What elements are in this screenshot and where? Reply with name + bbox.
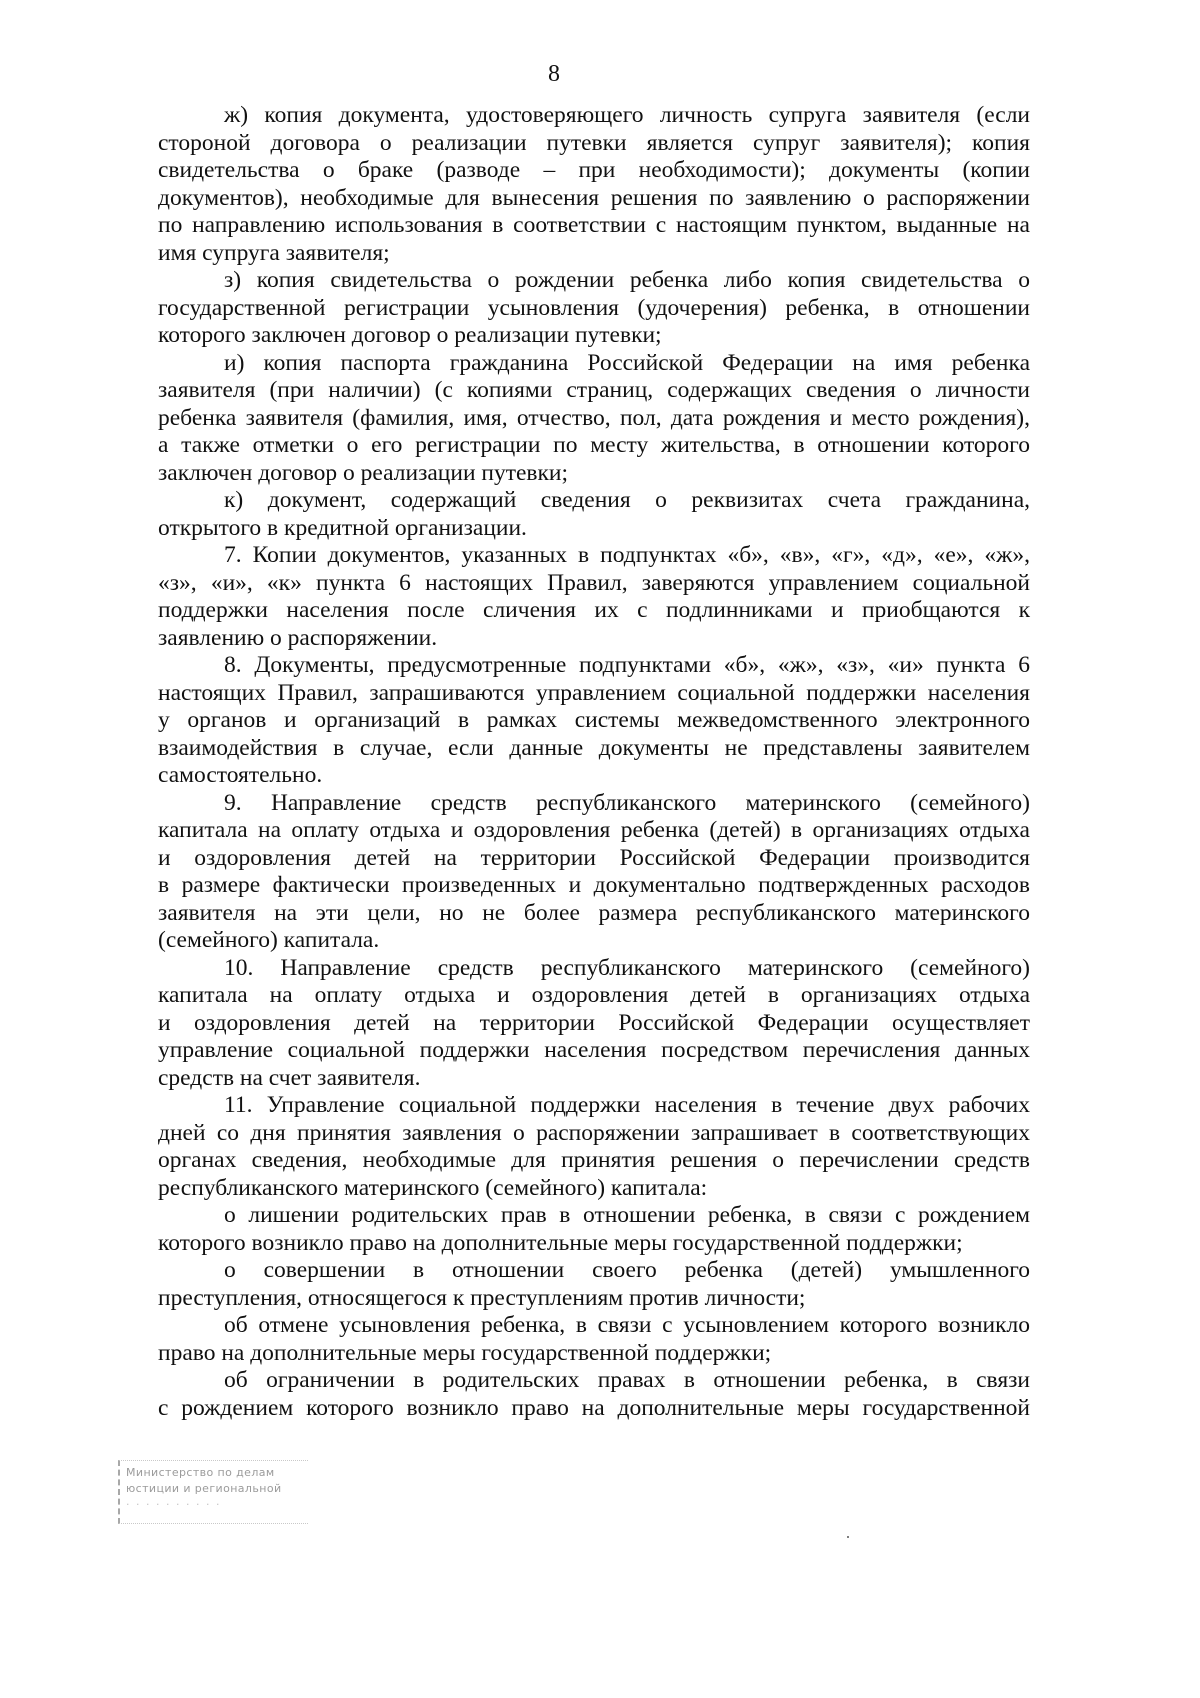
- text-line: поддержки населения после сличения их с подлинниками и приобщаются к: [158, 597, 1030, 623]
- text-line: органах сведения, необходимые для принятия решения о перечислении средств: [158, 1147, 1030, 1173]
- text-line: об ограничении в родительских правах в отношении ребенка, в связи: [224, 1367, 1030, 1393]
- text-line: 10. Направление средств республиканского материнского (семейного): [224, 954, 1030, 981]
- text-line: об отмене усыновления ребенка, в связи с усыновлением которого возникло: [224, 1312, 1030, 1338]
- text-line: «з», «и», «к» пункта 6 настоящих Правил, заверяются управлением социальной: [158, 569, 1030, 596]
- text-line: с рождением которого возникло право на дополнительные меры государственной: [158, 1394, 1030, 1421]
- text-line: которого заключен договор о реализации путевки;: [158, 322, 662, 348]
- text-line: 7. Копии документов, указанных в подпунктах «б», «в», «г», «д», «е», «ж»,: [224, 542, 1030, 568]
- text-line: имя супруга заявителя;: [158, 239, 390, 266]
- text-line: у органов и организаций в рамках системы межведомственного электронного: [158, 707, 1030, 733]
- text-line: заявителя на эти цели, но не более размера республиканского материнского: [158, 899, 1030, 926]
- text-line: по направлению использования в соответствии с настоящим пунктом, выданные на: [158, 212, 1030, 238]
- text-line: капитала на оплату отдыха и оздоровления детей в организациях отдыха: [158, 982, 1030, 1008]
- text-line: республиканского материнского (семейного) капитала:: [158, 1174, 708, 1201]
- text-line: заявлению о распоряжении.: [158, 624, 438, 651]
- stamp-line: юстиции и региональной: [126, 1482, 282, 1495]
- text-line: 9. Направление средств республиканского материнского (семейного): [224, 789, 1030, 816]
- text-line: в размере фактически произведенных и документально подтвержденных расходов: [158, 872, 1030, 898]
- text-line: свидетельства о браке (разводе – при необходимости); документы (копии: [158, 157, 1030, 183]
- text-line: настоящих Правил, запрашиваются управлением социальной поддержки населения: [158, 679, 1030, 706]
- text-line: 11. Управление социальной поддержки населения в течение двух рабочих: [224, 1092, 1030, 1118]
- text-line: заключен договор о реализации путевки;: [158, 459, 569, 486]
- text-line: а также отметки о его регистрации по месту жительства, в отношении которого: [158, 432, 1030, 458]
- text-line: государственной регистрации усыновления (удочерения) ребенка, в отношении: [158, 294, 1030, 321]
- text-line: о совершении в отношении своего ребенка (детей) умышленного: [224, 1257, 1030, 1283]
- text-line: стороной договора о реализации путевки является супруг заявителя); копия: [158, 129, 1030, 156]
- text-line: документов), необходимые для вынесения решения по заявлению о распоряжении: [158, 184, 1030, 211]
- text-line: 8. Документы, предусмотренные подпунктами «б», «ж», «з», «и» пункта 6: [224, 652, 1030, 678]
- text-line: средств на счет заявителя.: [158, 1064, 421, 1091]
- text-line: самостоятельно.: [158, 762, 323, 788]
- text-line: ребенка заявителя (фамилия, имя, отчество, пол, дата рождения и место рождения),: [158, 404, 1030, 431]
- text-line: з) копия свидетельства о рождении ребенка либо копия свидетельства о: [224, 267, 1030, 293]
- text-line: управление социальной поддержки населения посредством перечисления данных: [158, 1037, 1030, 1063]
- stamp-illegible-line: · · · · · · · · · ·: [126, 1498, 221, 1511]
- text-line: ж) копия документа, удостоверяющего личность супруга заявителя (если: [224, 102, 1030, 128]
- text-line: преступления, относящегося к преступлениям против личности;: [158, 1284, 806, 1311]
- text-line: и оздоровления детей на территории Российской Федерации осуществляет: [158, 1009, 1030, 1036]
- text-line: о лишении родительских прав в отношении ребенка, в связи с рождением: [224, 1202, 1030, 1228]
- text-line: заявителя (при наличии) (с копиями страниц, содержащих сведения о личности: [158, 377, 1030, 403]
- text-line: взаимодействия в случае, если данные документы не представлены заявителем: [158, 734, 1030, 761]
- text-line: и оздоровления детей на территории Российской Федерации производится: [158, 844, 1030, 871]
- registration-stamp: [118, 1460, 308, 1524]
- text-line: которого возникло право на дополнительные меры государственной поддержки;: [158, 1229, 963, 1256]
- scan-speck: [847, 1536, 849, 1538]
- text-line: дней со дня принятия заявления о распоряжении запрашивает в соответствующих: [158, 1119, 1030, 1146]
- body-text: [158, 102, 1030, 1422]
- text-line: (семейного) капитала.: [158, 927, 380, 953]
- text-line: капитала на оплату отдыха и оздоровления ребенка (детей) в организациях отдыха: [158, 817, 1030, 843]
- stamp-line: Министерство по делам: [126, 1466, 275, 1479]
- page-number: 8: [548, 61, 560, 87]
- text-line: и) копия паспорта гражданина Российской Федерации на имя ребенка: [224, 349, 1030, 376]
- text-line: к) документ, содержащий сведения о реквизитах счета гражданина,: [224, 487, 1030, 513]
- text-line: открытого в кредитной организации.: [158, 514, 527, 541]
- text-line: право на дополнительные меры государственной поддержки;: [158, 1339, 772, 1366]
